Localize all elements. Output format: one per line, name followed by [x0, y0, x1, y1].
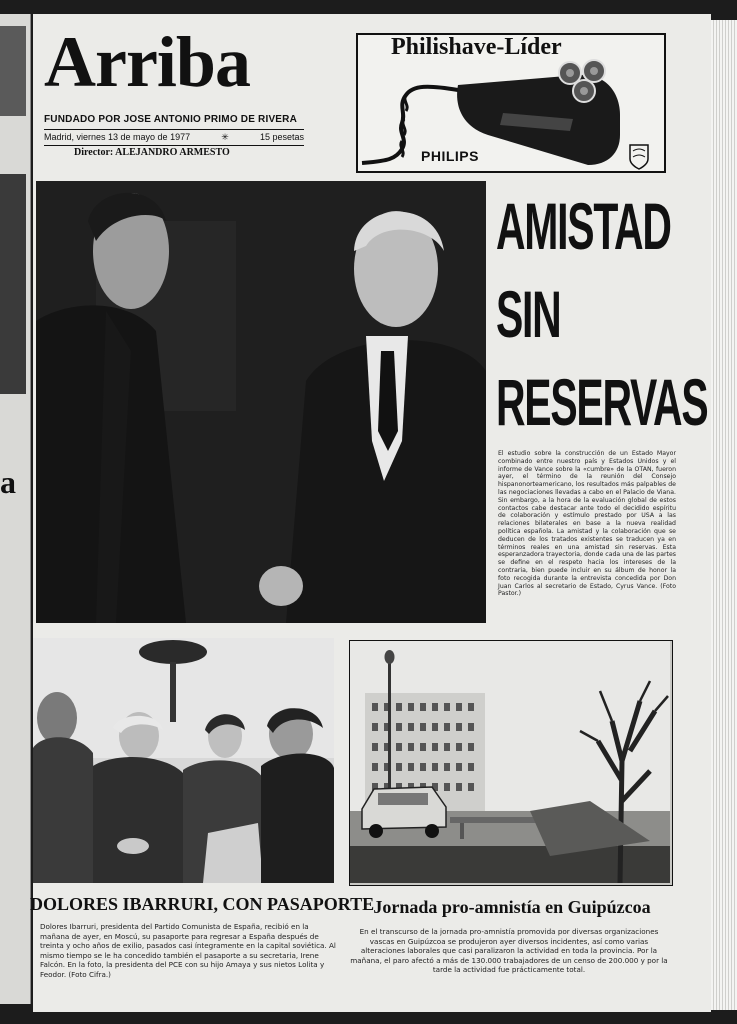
adjacent-page-strip [0, 14, 31, 1004]
headline-line: RESERVAS [496, 365, 708, 439]
advertisement-brand: PHILIPS [421, 148, 479, 164]
street-scene-photo [350, 641, 670, 883]
adjacent-page-text-column [1, 514, 27, 984]
main-headline [496, 182, 708, 446]
page-stack-edge [711, 20, 737, 1010]
main-news-photo [36, 181, 486, 623]
adjacent-page-headline-fragment: a [0, 464, 16, 500]
ibarruri-photo [33, 638, 334, 883]
advertisement-title: Philishave-Líder [391, 34, 562, 60]
group-portrait-photo [33, 638, 334, 883]
separator-icon: ✳ [221, 132, 229, 142]
main-story-body: El estudio sobre la construcción de un Estado Mayor combinado entre nuestro país y Estados Unidos y el informe de Vance sobre la «cumbre» de la OTAN, fueron ayer, el término de la reunión del Consejo hispanonorteamericano, los resultados más palpables de las negociaciones llevadas a cabo en el Palacio de Viana. Sin embargo, a la hora de la evaluación global de estos contactos cabe destacar ante todo el decidido espíritu de colaboración y estímulo prestado por USA a las relaciones bilaterales en base a la nueva realidad política española. La amistad y la colaboración que se deducen de los tratados existentes se traducen ya en términos reales en una amistad sin reservas. Esta esperanzadora trayectoria, donde cada una de las partes se define en el respeto hacia los intereses de la contraria, bien puede incluir en su álbum de honor la foto recogida durante la entrevista concedida por Don Juan Carlos al secretario de Estado, Cyrus Vance. (Foto Pastor.) [498, 450, 676, 598]
masthead-director: Director: ALEJANDRO ARMESTO [74, 147, 230, 158]
issue-price: 15 pesetas [259, 132, 304, 142]
masthead-title: Arriba [44, 22, 250, 102]
guipuzcoa-photo [349, 640, 673, 886]
adjacent-page-photo [0, 174, 26, 394]
right-caption-body: En el transcurso de la jornada pro-amnistía promovida por diversas organizaciones vascas en Guipúzcoa se produjeron ayer diversos incidentes, así como varias alteraciones laborales que casi paralizaron la actividad en toda la provincia. Por la mañana, el paro afectó a más de 130.000 trabajadores de un censo de 200.000 y por la tarde la actividad fue prácticamente total. [350, 927, 668, 975]
issue-date: Madrid, viernes 13 de mayo de 1977 [44, 132, 191, 142]
right-caption-title: Jornada pro-amnistía en Guipúzcoa [373, 897, 651, 917]
handshake-photo [36, 181, 486, 623]
masthead-founder-line: FUNDADO POR JOSE ANTONIO PRIMO DE RIVERA [44, 114, 298, 125]
headline-line: SIN [496, 277, 561, 351]
masthead-date-line [44, 129, 304, 146]
headline-line: AMISTAD [496, 189, 671, 263]
adjacent-page-photo [0, 26, 26, 116]
left-caption-title: DOLORES IBARRURI, CON PASAPORTE [30, 894, 375, 914]
left-caption-body: Dolores Ibarruri, presidenta del Partido Comunista de España, recibió en la mañana de ayer, en Moscú, su pasaporte para regresar a España después de treinta y ocho años de exilio, pasados casi íntegramente en la capital soviética. Al mismo tiempo se le ha concedido también el pasaporte a su secretaria, Irene Falcón. En la foto, la presidenta del PCE con su hijo Amaya y sus nietos Lolita y Feodor. (Foto Cifra.) [40, 922, 336, 979]
